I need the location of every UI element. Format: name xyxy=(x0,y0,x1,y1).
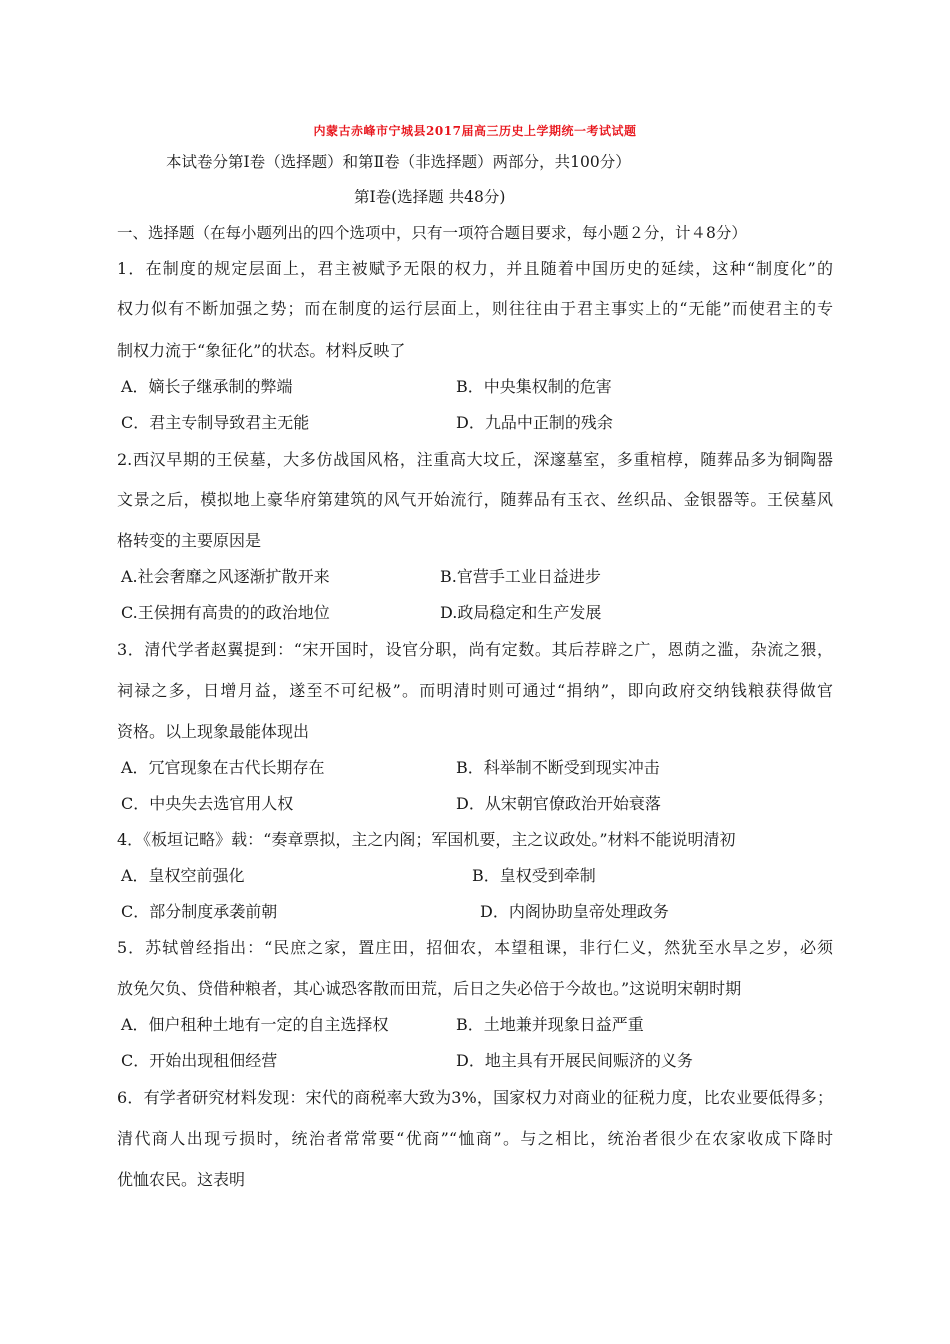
question-5-line-2: 放免欠负、贷借种粮者，其心诚恐客散而田荒，后日之失必倍于今故也。”这说明宋朝时期 xyxy=(117,979,742,998)
question-1-line-1: 1．在制度的规定层面上，君主被赋予无限的权力，并且随着中国历史的延续，这种“制度化”的 xyxy=(117,259,833,278)
question-5-option-c: C．开始出现租佃经营 xyxy=(121,1051,278,1070)
question-5-line-1: 5．苏轼曾经指出：“民庶之家，置庄田，招佃农，本望租课，非行仁义，然犹至水旱之岁，必须 xyxy=(117,938,833,957)
question-2-option-c: C.王侯拥有高贵的的政治地位 xyxy=(121,603,330,622)
question-1-option-c: C．君主专制导致君主无能 xyxy=(121,413,310,432)
question-1-option-b: B．中央集权制的危害 xyxy=(456,377,612,396)
question-2-line-2: 文景之后，模拟地上豪华府第建筑的风气开始流行，随葬品有玉衣、丝织品、金银器等。王侯墓风 xyxy=(117,490,833,509)
question-1-line-2: 权力似有不断加强之势；而在制度的运行层面上，则往往由于君主事实上的“无能”而使君主的专 xyxy=(117,299,833,318)
question-4-line-1: 4．《板垣记略》载：“奏章票拟，主之内阁；军国机要，主之议政处。”材料不能说明清初 xyxy=(117,830,736,849)
question-3-option-a: A．冗官现象在古代长期存在 xyxy=(121,758,325,777)
question-4-option-a: A．皇权空前强化 xyxy=(121,866,245,885)
question-4-option-d: D．内阁协助皇帝处理政务 xyxy=(480,902,669,921)
instructions: 一、选择题（在每小题列出的四个选项中，只有一项符合题目要求，每小题２分，计４8分） xyxy=(117,224,747,242)
question-1-line-3: 制权力流于“象征化”的状态。材料反映了 xyxy=(117,341,406,360)
question-6-line-1: 6．有学者研究材料发现：宋代的商税率大致为3%，国家权力对商业的征税力度，比农业要低得多； xyxy=(117,1088,833,1107)
question-1-option-d: D．九品中正制的残余 xyxy=(456,413,613,432)
section-header: 第Ⅰ卷(选择题 共48分) xyxy=(354,188,506,206)
question-5-option-a: A．佃户租种土地有一定的自主选择权 xyxy=(121,1015,389,1034)
question-3-line-2: 祠禄之多，日增月益，遂至不可纪极”。而明清时则可通过“捐纳”，即向政府交纳钱粮获得做官 xyxy=(117,681,833,700)
question-4-option-c: C．部分制度承袭前朝 xyxy=(121,902,278,921)
question-4-option-b: B．皇权受到牵制 xyxy=(472,866,596,885)
question-2-option-d: D.政局稳定和生产发展 xyxy=(440,603,602,622)
question-5-option-d: D．地主具有开展民间赈济的义务 xyxy=(456,1051,693,1070)
question-5-option-b: B．土地兼并现象日益严重 xyxy=(456,1015,644,1034)
exam-title: 内蒙古赤峰市宁城县2017届高三历史上学期统一考试试题 xyxy=(313,124,637,138)
question-3-option-c: C．中央失去选官用人权 xyxy=(121,794,294,813)
question-2-line-3: 格转变的主要原因是 xyxy=(117,531,262,550)
exam-intro: 本试卷分第Ⅰ卷（选择题）和第Ⅱ卷（非选择题）两部分，共100分） xyxy=(166,153,631,171)
question-3-line-3: 资格。以上现象最能体现出 xyxy=(117,722,310,741)
question-1-option-a: A．嫡长子继承制的弊端 xyxy=(121,377,293,396)
question-6-line-2: 清代商人出现亏损时，统治者常常要“优商”“恤商”。与之相比，统治者很少在农家收成下降时 xyxy=(117,1129,833,1148)
question-3-line-1: 3．清代学者赵翼提到：“宋开国时，设官分职，尚有定数。其后荐辟之广，恩荫之滥，杂流之猥， xyxy=(117,640,833,659)
question-2-option-a: A.社会奢靡之风逐渐扩散开来 xyxy=(121,567,330,586)
question-6-line-3: 优恤农民。这表明 xyxy=(117,1170,246,1189)
question-3-option-d: D．从宋朝官僚政治开始衰落 xyxy=(456,794,661,813)
question-2-option-b: B.官营手工业日益进步 xyxy=(440,567,601,586)
question-2-line-1: 2.西汉早期的王侯墓，大多仿战国风格，注重高大坟丘，深邃墓室，多重棺椁，随葬品多为铜陶器 xyxy=(117,450,833,469)
question-3-option-b: B．科举制不断受到现实冲击 xyxy=(456,758,660,777)
